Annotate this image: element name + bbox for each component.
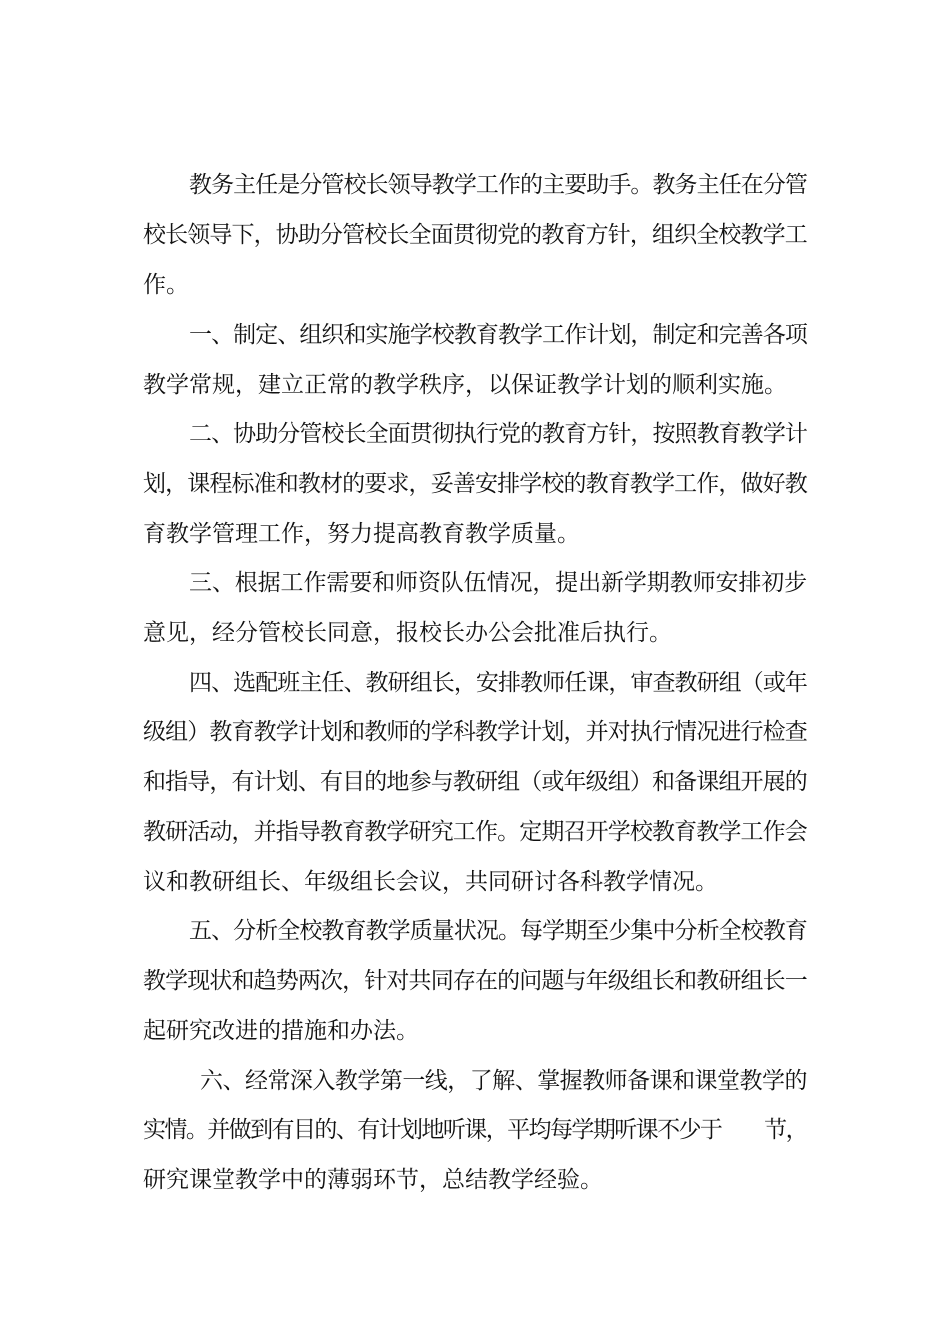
paragraph-item-6-line-2: 实情。并做到有目的、有计划地听课，平均每学期听课不少于 节， xyxy=(143,1117,808,1143)
paragraph-item-5-line-3: 起研究改进的措施和办法。 xyxy=(143,1018,419,1044)
paragraph-intro-line-2: 校长领导下，协助分管校长全面贯彻党的教育方针，组织全校教学工 xyxy=(143,222,807,248)
paragraph-item-4-line-4: 教研活动，并指导教育教学研究工作。定期召开学校教育教学工作会 xyxy=(143,819,807,845)
paragraph-item-4-line-1: 四、选配班主任、教研组长，安排教师任课，审查教研组（或年 xyxy=(189,670,807,696)
paragraph-item-5-line-2: 教学现状和趋势两次，针对共同存在的问题与年级组长和教研组长一 xyxy=(143,968,807,994)
paragraph-item-2-line-1: 二、协助分管校长全面贯彻执行党的教育方针，按照教育教学计 xyxy=(189,421,807,447)
paragraph-item-4-line-3: 和指导，有计划、有目的地参与教研组（或年级组）和备课组开展的 xyxy=(143,769,807,795)
paragraph-intro-line-1: 教务主任是分管校长领导教学工作的主要助手。教务主任在分管 xyxy=(189,172,807,198)
paragraph-item-6-line-3: 研究课堂教学中的薄弱环节，总结教学经验。 xyxy=(143,1167,603,1193)
paragraph-item-2-line-3: 育教学管理工作，努力提高教育教学质量。 xyxy=(143,521,580,547)
paragraph-item-3-line-2: 意见，经分管校长同意，报校长办公会批准后执行。 xyxy=(143,620,672,646)
paragraph-item-1-line-1: 一、制定、组织和实施学校教育教学工作计划，制定和完善各项 xyxy=(189,322,807,348)
paragraph-item-5-line-1: 五、分析全校教育教学质量状况。每学期至少集中分析全校教育 xyxy=(189,918,807,944)
paragraph-item-2-line-2: 划，课程标准和教材的要求，妥善安排学校的教育教学工作，做好教 xyxy=(143,471,807,497)
paragraph-item-4-line-5: 议和教研组长、年级组长会议，共同研讨各科教学情况。 xyxy=(143,869,718,895)
paragraph-item-6-line-1: 六、经常深入教学第一线，了解、掌握教师备课和课堂教学的 xyxy=(200,1068,807,1094)
paragraph-item-4-line-2: 级组）教育教学计划和教师的学科教学计划，并对执行情况进行检查 xyxy=(143,719,807,745)
paragraph-intro-line-3: 作。 xyxy=(143,272,189,298)
paragraph-item-1-line-2: 教学常规，建立正常的教学秩序，以保证教学计划的顺利实施。 xyxy=(143,372,787,398)
paragraph-item-3-line-1: 三、根据工作需要和师资队伍情况，提出新学期教师安排初步 xyxy=(189,570,808,596)
